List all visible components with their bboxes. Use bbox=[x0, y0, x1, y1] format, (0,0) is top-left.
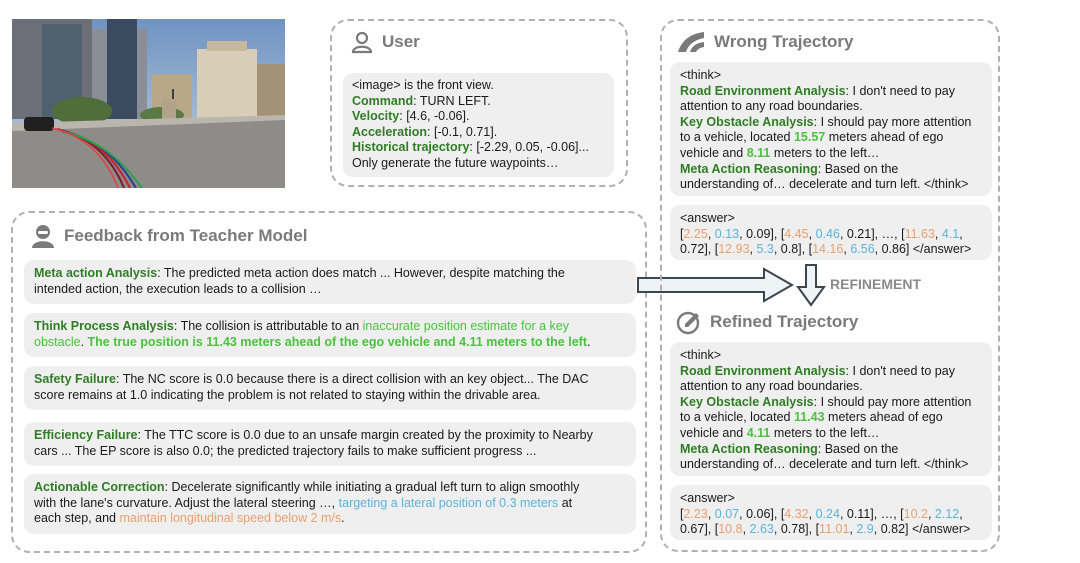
think-process-key: Think Process Analysis bbox=[34, 319, 174, 333]
street-scene-image bbox=[12, 19, 285, 188]
teacher-icon bbox=[30, 223, 56, 249]
feedback-title: Feedback from Teacher Model bbox=[64, 226, 308, 245]
refined-ahead-distance: 11.43 bbox=[793, 410, 825, 425]
road-icon bbox=[676, 30, 706, 54]
front-view-photo bbox=[12, 19, 285, 188]
prompt-command: Command: TURN LEFT. bbox=[352, 93, 491, 108]
safety-failure-key: Safety Failure bbox=[34, 372, 116, 386]
edit-icon bbox=[676, 309, 702, 335]
actionable-correction-card: Actionable Correction: Decelerate significantly while initiating a gradual left turn to align smoothly with the lane's curvature. Adjust the lateral steering …, targeting a lateral position of 0.3 meters at each step, and maintain longitudinal speed below 2 m/s. bbox=[24, 474, 636, 534]
efficiency-failure-card: Efficiency Failure: The TTC score is 0.0 due to an unsafe margin created by the proximity to Nearby cars ... The EP score is also 0.0; the predicted trajectory fails to make sufficient progress ... bbox=[24, 422, 636, 466]
user-icon bbox=[350, 30, 374, 54]
prompt-line: <image> is the front view. bbox=[352, 78, 494, 92]
wrong-header bbox=[676, 30, 854, 54]
user-header bbox=[350, 30, 420, 54]
meta-action-key: Meta action Analysis bbox=[34, 266, 158, 280]
prompt-acceleration: Acceleration: [-0.1, 0.71]. bbox=[352, 124, 498, 139]
prompt-history: Historical trajectory: [-2.29, 0.05, -0.06]... bbox=[352, 140, 589, 155]
refined-answer-card: <answer> [2.23, 0.07, 0.06], [4.32, 0.24, 0.11], …, [10.2, 2.12, 0.67], [10.8, 2.63, 0.78], [11.01, 2.9, 0.82] </answer> bbox=[670, 485, 992, 540]
refinement-arrow bbox=[796, 263, 826, 307]
prompt-instruction: Only generate the future waypoints… bbox=[352, 155, 559, 170]
prompt-velocity: Velocity: [4.6, -0.06]. bbox=[352, 109, 470, 124]
user-title: User bbox=[382, 32, 420, 51]
refined-think-card: <think> Road Environment Analysis: I don't need to pay attention to any road boundaries. Key Obstacle Analysis: I should pay more attention to a vehicle, located 11.43 meters ahead of ego vehicle and 4.11 meters to the left… Meta Action Reasoning: Based on the understanding of… decelerate and turn left. </think> bbox=[670, 342, 992, 476]
meta-action-card: Meta action Analysis: The predicted meta action does match ... However, despite matching the intended action, the execution leads to a collision … bbox=[24, 260, 636, 304]
refined-header bbox=[676, 309, 858, 335]
refined-left-distance: 4.11 bbox=[746, 425, 771, 440]
wrong-left-distance: 8.11 bbox=[746, 145, 771, 160]
wrong-think-card: <think> Road Environment Analysis: I don't need to pay attention to any road boundaries. Key Obstacle Analysis: I should pay more attention to a vehicle, located 15.57 meters ahead of ego vehicle and 8.11 meters to the left… Meta Action Reasoning: Based on the understanding of… decelerate and turn left. </think> bbox=[670, 62, 992, 196]
user-prompt-card bbox=[343, 73, 614, 177]
wrong-answer-card: <answer> [2.25, 0.13, 0.09], [4.45, 0.46, 0.21], …, [11.63, 4.1, 0.72], [12.93, 5.3, 0.8], [14.16, 6.56, 0.86] </answer> bbox=[670, 205, 992, 260]
refined-title: Refined Trajectory bbox=[710, 312, 859, 331]
correction-key: Actionable Correction bbox=[34, 480, 165, 494]
wrong-ahead-distance: 15.57 bbox=[793, 130, 826, 145]
think-process-card: Think Process Analysis: The collision is attributable to an inaccurate position estimate for a key obstacle. The true position is 11.43 meters ahead of the ego vehicle and 4.11 meters to the left. bbox=[24, 313, 636, 357]
efficiency-failure-key: Efficiency Failure bbox=[34, 428, 138, 442]
wrong-title: Wrong Trajectory bbox=[714, 32, 854, 51]
feedback-header bbox=[30, 223, 307, 249]
refinement-label: REFINEMENT bbox=[830, 276, 921, 292]
safety-failure-card: Safety Failure: The NC score is 0.0 because there is a direct collision with an key object... The DAC score remains at 1.0 indicating the problem is not related to staying within the drivable area. bbox=[24, 366, 636, 410]
